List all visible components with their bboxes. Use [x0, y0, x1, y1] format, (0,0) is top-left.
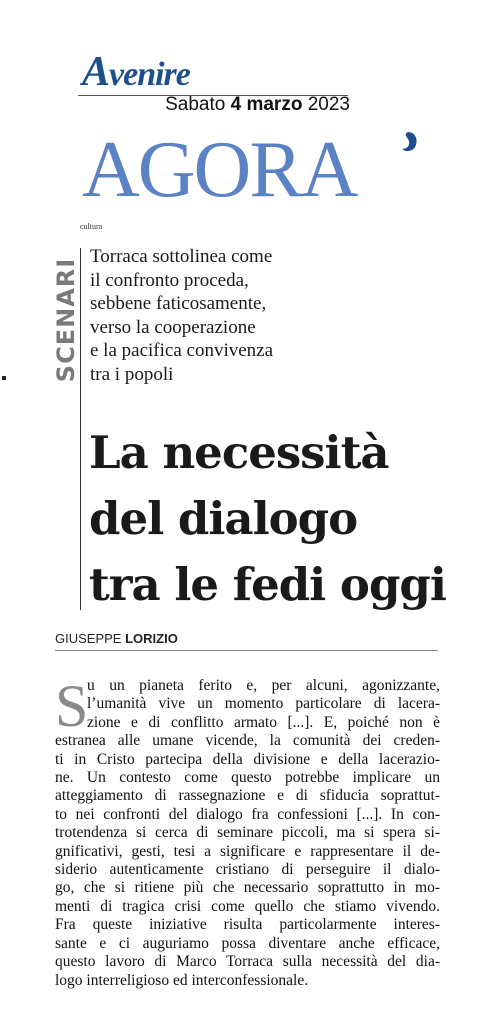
body-line: u un pianeta ferito e, per alcuni, agonizzante,	[87, 677, 440, 694]
body-line: to nei confronti del dialogo fra confessioni [...]. In con-	[55, 805, 440, 823]
body-line: zione e di conflitto armato [...]. E, poiché non è	[87, 713, 440, 731]
date-weekday: Sabato	[165, 94, 226, 115]
body-line: menti di tragica crisi come quello che stiamo vivendo.	[55, 897, 440, 915]
subsection-label: cultura	[80, 222, 103, 231]
summary-line: sebbene faticosamente,	[90, 293, 267, 314]
body-line: siderio autenticamente cristiano di perseguire il dialo-	[55, 861, 440, 879]
article-headline	[89, 420, 469, 618]
masthead	[78, 49, 350, 122]
article-summary	[90, 245, 360, 386]
rubric-wrap	[52, 250, 80, 390]
byline-rule	[55, 650, 438, 651]
avvenire-logo: Avenire	[82, 49, 190, 95]
author-byline	[55, 631, 178, 647]
date-day-month: 4 marzo	[230, 94, 303, 115]
body-line: atteggiamento di rassegnazione e di sfiducia soprattut-	[55, 787, 440, 805]
summary-line: Torraca sottolinea come	[90, 246, 273, 267]
body-line: questo lavoro di Marco Torraca sulla necessità del dia-	[55, 953, 440, 971]
body-line: trotendenza si cerca di seminare piccoli, ma si spera si-	[55, 824, 440, 842]
body-line: Fra queste iniziative risulta particolarmente interes-	[55, 916, 440, 934]
issue-date	[160, 93, 350, 117]
summary-line: e la pacifica convivenza	[90, 340, 274, 361]
headline-line: La necessità	[89, 426, 389, 479]
section-title: AGORA	[82, 126, 357, 214]
body-line: logo interreligioso ed interconfessionale.	[55, 971, 309, 989]
article-body	[55, 673, 440, 990]
body-line: go, che si ritiene più che necessario soprattutto in mo-	[55, 879, 440, 897]
body-line: sante e ci auguriamo possa diventare anche efficace,	[55, 934, 440, 952]
summary-line: verso la cooperazione	[90, 316, 256, 338]
margin-mark	[2, 376, 6, 380]
headline-line: tra le fedi oggi	[89, 558, 446, 611]
author-first-name: GIUSEPPE	[55, 631, 122, 646]
author-last-name: LORIZIO	[125, 631, 178, 646]
agora-accent-icon	[397, 130, 419, 154]
drop-cap: S	[55, 673, 89, 739]
headline-line: del dialogo	[89, 492, 358, 545]
body-line: ti in Cristo partecipa della divisione e della lacerazio-	[55, 750, 440, 768]
body-line: gnificativi, gesti, tesi a significare e rappresentare il de-	[55, 842, 440, 860]
summary-line: tra i popoli	[90, 363, 174, 385]
body-line: l’umanità vive un momento particolare di lacera-	[87, 695, 440, 713]
vertical-divider	[80, 248, 81, 610]
summary-line: il confronto proceda,	[90, 269, 249, 291]
body-line: ne. Un contesto come questo potrebbe implicare un	[55, 769, 440, 787]
rubric-label: SCENARI	[52, 257, 80, 383]
body-line: estranea alle umane vicende, la comunità dei creden-	[55, 732, 440, 750]
date-year: 2023	[307, 94, 350, 115]
